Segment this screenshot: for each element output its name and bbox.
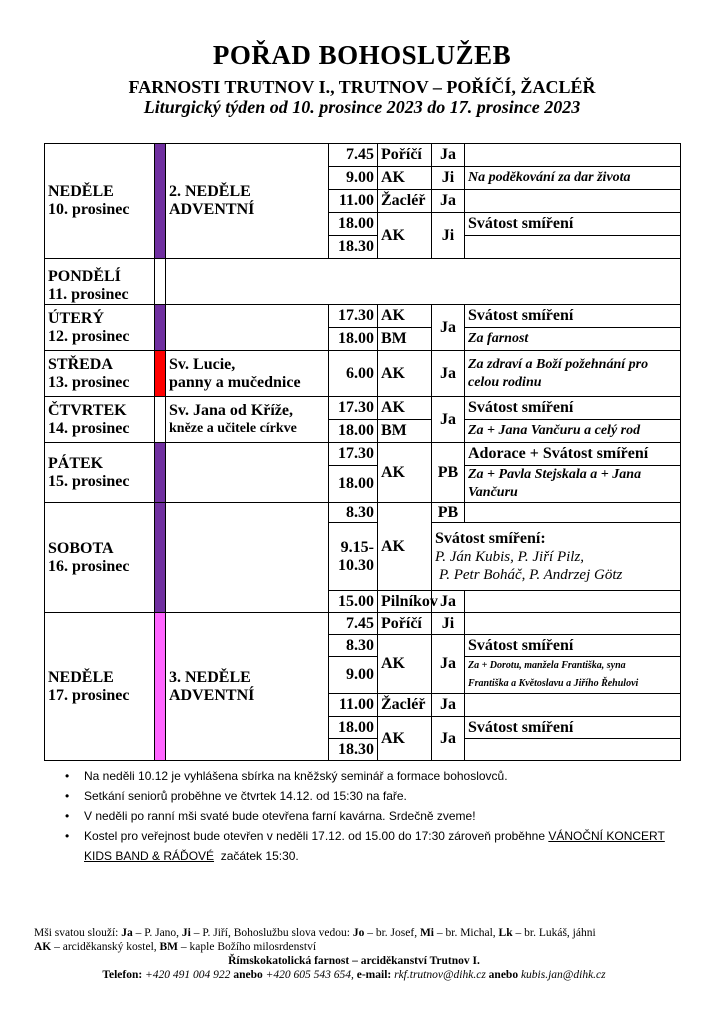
- time-cell: 9.00: [329, 167, 378, 190]
- day-cell: PONDĚLÍ 11. prosinec: [45, 259, 155, 305]
- time-cell: 17.30: [329, 305, 378, 328]
- feast-cell: [166, 443, 329, 503]
- celebrant-cell: PB: [432, 443, 465, 503]
- place-cell: Pilníkov: [378, 591, 432, 613]
- celebrant-cell: Ja: [432, 190, 465, 213]
- feast-cell: [166, 503, 329, 613]
- day-cell: NEDĚLE 17. prosinec: [45, 613, 155, 761]
- table-row: [45, 144, 681, 167]
- note-cell: Za farnost: [465, 328, 681, 351]
- place-cell: BM: [378, 328, 432, 351]
- note-cell: [465, 190, 681, 213]
- schedule-table: [44, 143, 681, 761]
- place-cell: AK: [378, 351, 432, 397]
- note-cell: Za zdraví a Boží požehnání pro celou rodinu: [465, 351, 681, 397]
- note-cell: [465, 144, 681, 167]
- celebrant-cell: Ja: [432, 717, 465, 761]
- time-cell: 18.00: [329, 328, 378, 351]
- parish-subtitle: FARNOSTI TRUTNOV I., TRUTNOV – POŘÍČÍ, ŽACLÉŘ: [128, 77, 596, 97]
- feast-cell: Sv. Lucie, panny a mučednice: [166, 351, 329, 397]
- note-cell: Adorace + Svátost smíření: [465, 443, 681, 466]
- day-cell: ÚTERÝ 12. prosinec: [45, 305, 155, 351]
- table-row: [45, 397, 681, 420]
- legend-places: AK – arciděkanský kostel, BM – kaple Božího milosrdenství: [34, 941, 317, 953]
- time-cell: 7.45: [329, 144, 378, 167]
- liturgical-color-violet: [155, 144, 166, 259]
- celebrant-cell: Ji: [432, 167, 465, 190]
- table-row: [45, 503, 681, 523]
- time-cell: 18.30: [329, 236, 378, 259]
- day-cell: ČTVRTEK 14. prosinec: [45, 397, 155, 443]
- note-cell: [465, 236, 681, 259]
- celebrant-cell: Ja: [432, 694, 465, 717]
- time-cell: 7.45: [329, 613, 378, 635]
- note-cell: [465, 503, 681, 523]
- place-cell: Žacléř: [378, 190, 432, 213]
- note-cell: Svátost smíření: [465, 635, 681, 657]
- time-cell: 17.30: [329, 397, 378, 420]
- place-cell: AK: [378, 443, 432, 503]
- note-cell: Svátost smíření: [465, 397, 681, 420]
- liturgical-color-violet: [155, 259, 166, 305]
- liturgical-color-violet: [155, 305, 166, 351]
- celebrant-cell: Ja: [432, 397, 465, 443]
- celebrant-cell: Ja: [432, 591, 465, 613]
- celebrant-cell: Ji: [432, 613, 465, 635]
- time-cell: 18.00: [329, 466, 378, 503]
- note-cell: Za + Dorotu, manžela Františka, syna Františka a Květoslavu a Jiřího Řehulovi: [465, 657, 681, 694]
- table-row: [45, 259, 681, 305]
- feast-cell: Sv. Jana od Kříže, kněze a učitele církve: [166, 397, 329, 443]
- time-cell: 11.00: [329, 694, 378, 717]
- time-cell: 18.00: [329, 420, 378, 443]
- place-cell: AK: [378, 397, 432, 420]
- celebrant-cell: Ja: [432, 305, 465, 351]
- note-cell: Na poděkování za dar života: [465, 167, 681, 190]
- list-item: • Na neděli 10.12 je vyhlášena sbírka na kněžský seminář a formace bohoslovců.: [62, 766, 682, 786]
- table-row: [45, 305, 681, 328]
- celebrant-cell: PB: [432, 503, 465, 523]
- day-cell: NEDĚLE 10. prosinec: [45, 144, 155, 259]
- note-cell: Svátost smíření: P. Ján Kubis, P. Jiří Pilz, P. Petr Boháč, P. Andrzej Götz: [432, 523, 681, 591]
- place-cell: AK: [378, 635, 432, 694]
- place-cell: AK: [378, 717, 432, 761]
- celebrant-cell: Ja: [432, 144, 465, 167]
- contact-line: Telefon: +420 491 004 922 anebo +420 605 543 654, e-mail: rkf.trutnov@dihk.cz anebo kubis.jan@dihk.cz: [102, 969, 606, 981]
- feast-cell: [166, 305, 329, 351]
- liturgical-color-pink: [155, 613, 166, 761]
- liturgical-color-violet: [155, 443, 166, 503]
- table-row: [45, 613, 681, 635]
- liturgical-color-violet: [155, 503, 166, 613]
- time-cell: 18.00: [329, 213, 378, 236]
- empty-cell: [166, 259, 681, 305]
- note-cell: Za + Pavla Stejskala a + Jana Vančuru: [465, 466, 681, 503]
- email-link[interactable]: kubis.jan@dihk.cz: [520, 969, 606, 981]
- page-title: POŘAD BOHOSLUŽEB: [212, 40, 512, 70]
- liturgical-color-red: [155, 351, 166, 397]
- concert-name: VÁNOČNÍ KONCERT: [548, 829, 665, 843]
- email-link[interactable]: rkf.trutnov@dihk.cz: [394, 969, 486, 981]
- list-item: • Kostel pro veřejnost bude otevřen v neděli 17.12. od 15.00 do 17:30 zároveň proběhne VÁNOČNÍ KONCERT KIDS BAND & RÁĎOVÉ začátek 15:30.: [62, 826, 682, 866]
- note-cell: [465, 613, 681, 635]
- liturgical-color-white: [155, 397, 166, 443]
- time-cell: 8.30: [329, 503, 378, 523]
- feast-cell: 3. NEDĚLE ADVENTNÍ: [166, 613, 329, 761]
- celebrant-cell: Ja: [432, 351, 465, 397]
- announcements-list: [62, 766, 682, 866]
- note-cell: [465, 694, 681, 717]
- day-cell: STŘEDA 13. prosinec: [45, 351, 155, 397]
- list-item: • Setkání seniorů proběhne ve čtvrtek 14.12. od 15:30 na faře.: [62, 786, 682, 806]
- celebrant-cell: Ja: [432, 635, 465, 694]
- time-cell: 6.00: [329, 351, 378, 397]
- week-subtitle: Liturgický týden od 10. prosince 2023 do 17. prosince 2023: [143, 97, 581, 117]
- table-row: [45, 351, 681, 397]
- note-cell: Svátost smíření: [465, 717, 681, 739]
- note-cell: [465, 739, 681, 761]
- time-cell: 18.00: [329, 717, 378, 739]
- note-cell: Svátost smíření: [465, 305, 681, 328]
- time-cell: 15.00: [329, 591, 378, 613]
- legend-celebrants: Mši svatou slouží: Ja – P. Jano, Ji – P. Jiří, Bohoslužbu slova vedou: Jo – br. Josef, Mi – br. Michal, Lk – br. Lukáš, jáhni: [34, 927, 596, 939]
- place-cell: AK: [378, 305, 432, 328]
- place-cell: Žacléř: [378, 694, 432, 717]
- list-item: • V neděli po ranní mši svaté bude otevřena farní kavárna. Srdečně zveme!: [62, 806, 682, 826]
- table-row: [45, 443, 681, 466]
- day-cell: PÁTEK 15. prosinec: [45, 443, 155, 503]
- note-cell: [465, 591, 681, 613]
- time-cell: 17.30: [329, 443, 378, 466]
- place-cell: AK: [378, 167, 432, 190]
- time-cell: 8.30: [329, 635, 378, 657]
- day-cell: SOBOTA 16. prosinec: [45, 503, 155, 613]
- time-cell: 9.00: [329, 657, 378, 694]
- place-cell: BM: [378, 420, 432, 443]
- band-name: KIDS BAND & RÁĎOVÉ: [84, 849, 215, 863]
- place-cell: Poříčí: [378, 144, 432, 167]
- note-cell: Za + Jana Vančuru a celý rod: [465, 420, 681, 443]
- note-cell: Svátost smíření: [465, 213, 681, 236]
- time-cell: 9.15- 10.30: [329, 523, 378, 591]
- feast-cell: 2. NEDĚLE ADVENTNÍ: [166, 144, 329, 259]
- parish-name: Římskokatolická farnost – arciděkanství Trutnov I.: [228, 955, 480, 967]
- place-cell: AK: [378, 503, 432, 591]
- time-cell: 11.00: [329, 190, 378, 213]
- time-cell: 18.30: [329, 739, 378, 761]
- celebrant-cell: Ji: [432, 213, 465, 259]
- place-cell: AK: [378, 213, 432, 259]
- place-cell: Poříčí: [378, 613, 432, 635]
